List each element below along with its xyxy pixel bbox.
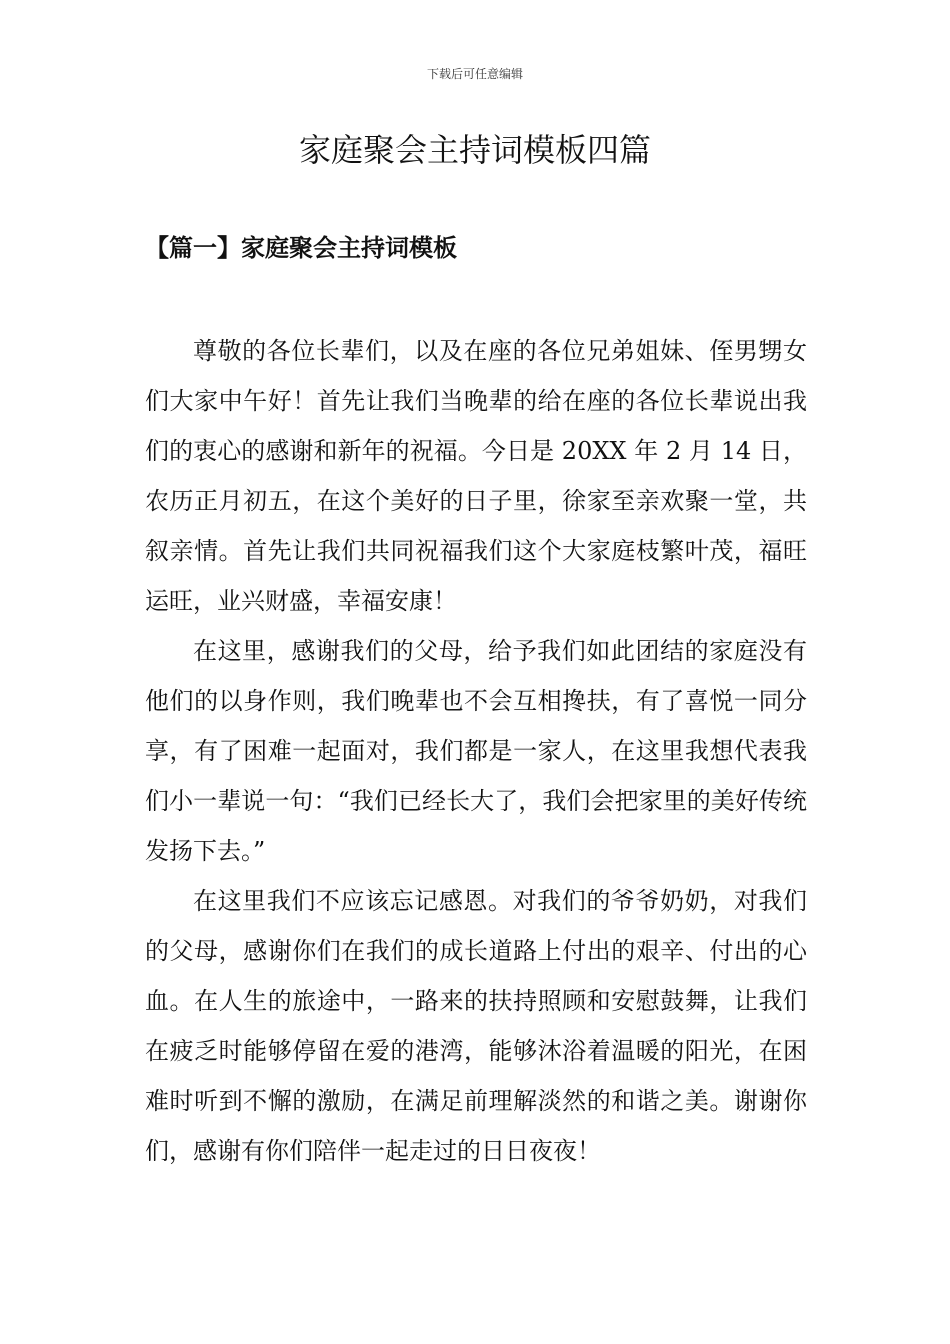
document-body: [145, 326, 807, 1176]
paragraph-2: 在这里，感谢我们的父母，给予我们如此团结的家庭没有他们的以身作则，我们晚辈也不会互相搀扶，有了喜悦一同分享，有了困难一起面对，我们都是一家人，在这里我想代表我们小一辈说一句：“我们已经长大了，我们会把家里的美好传统发扬下去。”: [145, 637, 807, 865]
paragraph-1: 尊敬的各位长辈们，以及在座的各位兄弟姐妹、侄男甥女们大家中午好！首先让我们当晚辈的给在座的各位长辈说出我们的衷心的感谢和新年的祝福。今日是 20XX 年 2 月 14 日，农历正月初五，在这个美好的日子里，徐家至亲欢聚一堂，共叙亲情。首先让我们共同祝福我们这个大家庭枝繁叶茂，福旺运旺，业兴财盛，幸福安康！: [145, 337, 807, 615]
paragraph-3: 在这里我们不应该忘记感恩。对我们的爷爷奶奶，对我们的父母，感谢你们在我们的成长道路上付出的艰辛、付出的心血。在人生的旅途中，一路来的扶持照顾和安慰鼓舞，让我们在疲乏时能够停留在爱的港湾，能够沐浴着温暖的阳光，在困难时听到不懈的激励，在满足前理解淡然的和谐之美。谢谢你们，感谢有你们陪伴一起走过的日日夜夜！: [145, 887, 807, 1165]
section-heading: 【篇一】家庭聚会主持词模板: [145, 233, 457, 262]
header-note: 下载后可任意编辑: [426, 67, 523, 81]
document-title: 家庭聚会主持词模板四篇: [298, 131, 651, 169]
